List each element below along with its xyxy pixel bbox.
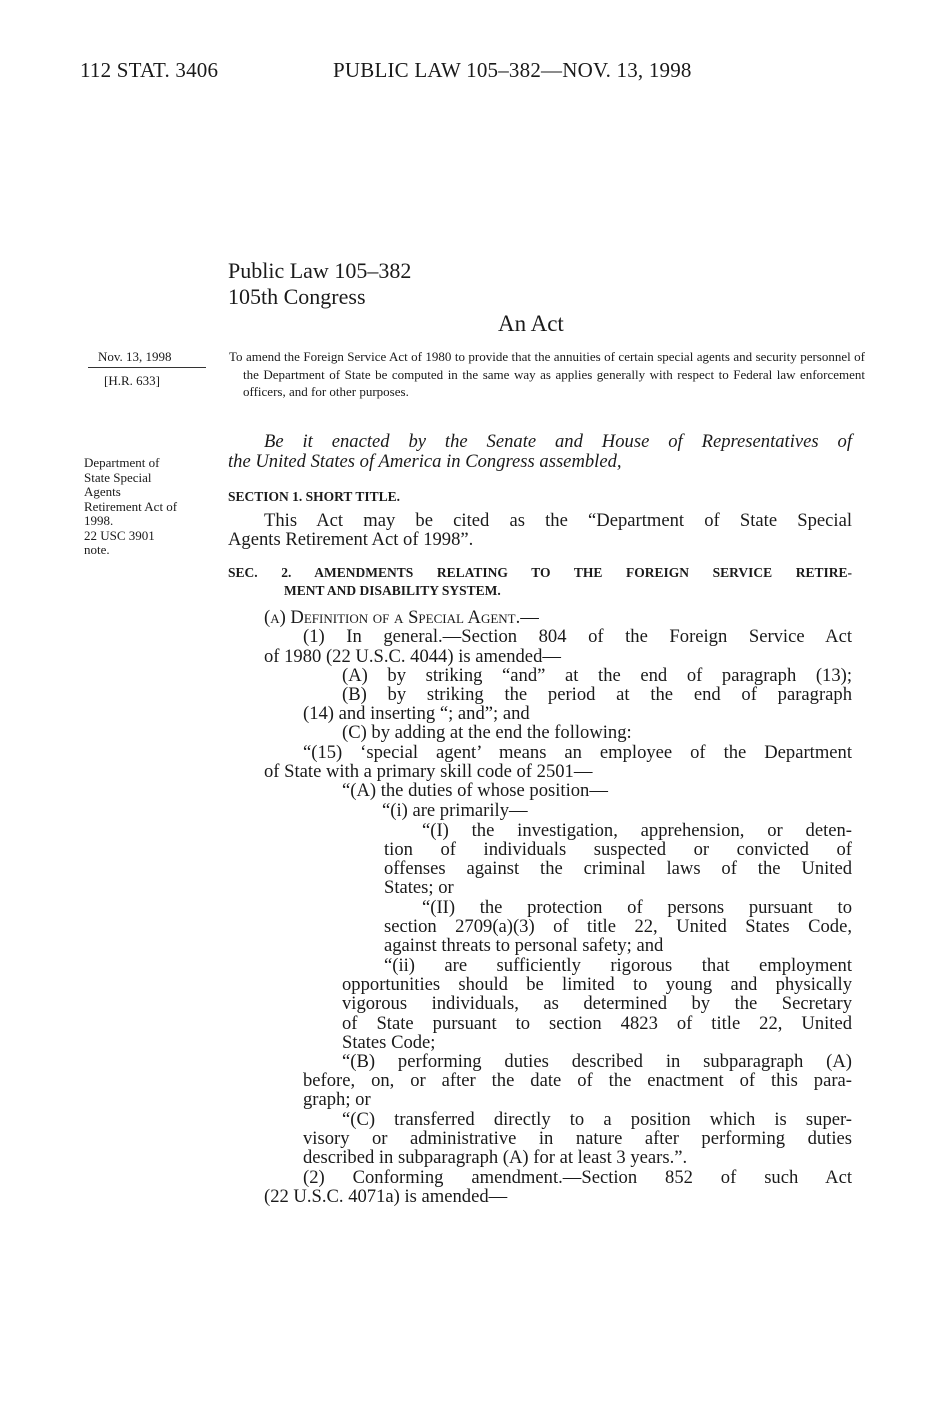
section-2-heading: MENT AND DISABILITY SYSTEM. [284, 583, 501, 598]
margin-divider [88, 367, 206, 368]
margin-bill-number: [H.R. 633] [104, 373, 160, 388]
subparagraph-b: (14) and inserting “; and”; and [303, 703, 530, 724]
paragraph-2: (22 U.S.C. 4071a) is amended— [264, 1186, 508, 1207]
subparagraph-b: (B) by striking the period at the end of paragraph [342, 684, 852, 705]
paragraph-2: (2) Conforming amendment.—Section 852 of such Act [303, 1167, 852, 1188]
section-1-text: Agents Retirement Act of 1998”. [228, 529, 474, 550]
quoted-subclause-II: against threats to personal safety; and [384, 935, 664, 956]
margin-short-title-note [84, 456, 177, 558]
quoted-subparagraph-c: described in subparagraph (A) for at least 3 years.”. [303, 1147, 688, 1168]
act-purpose: To amend the Foreign Service Act of 1980 to provide that the annuities of certain special agents and security personnel of the Department of State be computed in the same way as applies generally with respect to Federal law enforcement officers, and for other purposes. [229, 349, 865, 400]
margin-note-line: note. [84, 542, 110, 557]
margin-note-line: 22 USC 3901 [84, 527, 155, 543]
paragraph-1: (1) In general.—Section 804 of the Foreign Service Act [303, 626, 852, 647]
quoted-clause-ii: vigorous individuals, as determined by the Secretary [342, 993, 852, 1014]
running-header: PUBLIC LAW 105–382—NOV. 13, 1998 [333, 58, 692, 82]
law-number: Public Law 105–382 [228, 258, 412, 283]
margin-note-line: Department of [84, 455, 160, 470]
quoted-subclause-I: tion of individuals suspected or convicted of [384, 839, 852, 860]
quoted-clause-ii: “(ii) are sufficiently rigorous that employment [384, 955, 852, 976]
quoted-clause-ii: of State pursuant to section 4823 of title 22, United [342, 1013, 852, 1034]
quoted-clause-ii: States Code; [342, 1032, 436, 1053]
subsection-a-heading: (a) Definition of a Special Agent.— [264, 607, 539, 628]
quoted-clause-ii: opportunities should be limited to young and physically [342, 974, 852, 995]
margin-date: Nov. 13, 1998 [98, 349, 172, 364]
quoted-subparagraph-c: “(C) transferred directly to a position which is super- [342, 1109, 852, 1130]
an-act-heading: An Act [498, 311, 564, 336]
quoted-subparagraph-c: visory or administrative in nature after performing duties [303, 1128, 852, 1149]
page-stat-citation: 112 STAT. 3406 [80, 58, 219, 82]
quoted-subclause-I: offenses against the criminal laws of the United [384, 858, 852, 879]
congress-number: 105th Congress [228, 284, 366, 309]
quoted-paragraph-15: “(15) ‘special agent’ means an employee of the Department [303, 742, 852, 763]
section-1-text: This Act may be cited as the “Department of State Special [264, 510, 852, 531]
quoted-subclause-II: section 2709(a)(3) of title 22, United States Code, [384, 916, 852, 937]
section-2-heading: SEC. 2. AMENDMENTS RELATING TO THE FOREIGN SERVICE RETIRE- [228, 565, 852, 580]
section-1-heading: SECTION 1. SHORT TITLE. [228, 489, 400, 504]
enacting-clause-line: Be it enacted by the Senate and House of Representatives of [264, 431, 852, 452]
subparagraph-c: (C) by adding at the end the following: [342, 722, 632, 743]
margin-note-line: 1998. [84, 513, 114, 528]
quoted-subparagraph-b: before, on, or after the date of the enactment of this para- [303, 1070, 852, 1091]
quoted-subparagraph-b: “(B) performing duties described in subparagraph (A) [342, 1051, 852, 1072]
paragraph-1: of 1980 (22 U.S.C. 4044) is amended— [264, 646, 561, 667]
quoted-subparagraph-b: graph; or [303, 1089, 371, 1110]
quoted-subclause-I: “(I) the investigation, apprehension, or deten- [422, 820, 852, 841]
quoted-subclause-II: “(II) the protection of persons pursuant to [422, 897, 852, 918]
quoted-clause-i: “(i) are primarily— [382, 800, 528, 821]
subparagraph-a: (A) by striking “and” at the end of paragraph (13); [342, 665, 852, 686]
margin-note-line: Retirement Act of [84, 498, 178, 514]
quoted-paragraph-15: of State with a primary skill code of 2501— [264, 761, 593, 782]
quoted-subclause-I: States; or [384, 877, 454, 898]
margin-note-line: Agents [84, 484, 121, 499]
quoted-subparagraph-a: “(A) the duties of whose position— [342, 780, 608, 801]
margin-note-line: State Special [84, 469, 152, 485]
enacting-clause-line: the United States of America in Congress assembled, [228, 451, 622, 472]
